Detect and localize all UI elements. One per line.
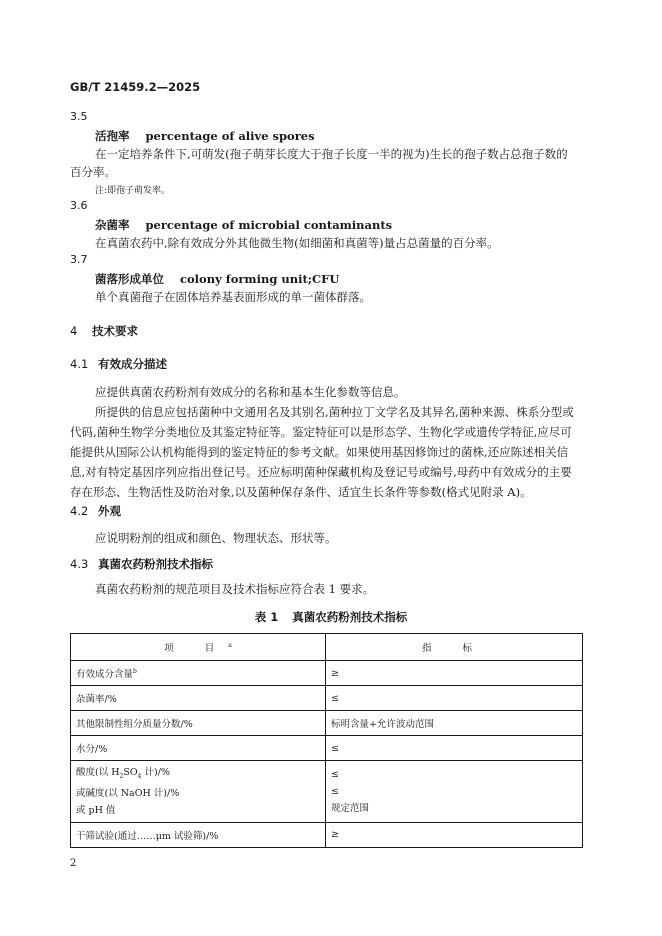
row-item: 其他限制性组分质量分数/% [71,711,326,736]
term-note: 注:即孢子萌发率。 [95,186,171,196]
subsection-title: 真菌农药粉剂技术指标 [98,557,213,571]
row-item: 干筛试验(通过……μm 试验筛)/% [71,822,326,847]
row-value: ≤ [326,736,583,761]
table-row [71,822,583,847]
subsection-heading [70,556,213,572]
table-caption-number: 表 1 [254,610,279,624]
paragraph: 应提供真菌农药粉剂有效成分的名称和基本生化参数等信息。 [95,385,406,399]
term-zh: 活孢率 [95,129,130,143]
row-item: 有效成分含量$^b$ [71,661,326,686]
subsection-heading [70,503,121,519]
section-heading [70,323,138,339]
table-row [71,711,583,736]
table-row [71,736,583,761]
section-title: 技术要求 [92,324,138,338]
term-title [95,128,315,144]
term-definition-line: 单个真菌孢子在固体培养基表面形成的单一菌体群落。 [95,290,371,304]
section-number: 4 [70,324,78,338]
table-caption-title: 真菌农药粉剂技术指标 [292,610,408,624]
ph-label: 或 pH 值 [76,804,116,816]
row-item: 杂菌率/% [71,686,326,711]
term-number: 3.6 [70,199,88,212]
row-item [71,761,326,823]
term-definition-line: 在真菌农药中,除有效成分外其他微生物(如细菌和真菌等)量占总菌量的百分率。 [95,236,499,250]
row-value: ≥ [326,661,583,686]
row-value: ≤ ≤ 规定范围 [326,761,583,823]
term-definition-line: 在一定培养条件下,可萌发(孢子萌芽长度大于孢子长度一半的视为)生长的孢子数占总孢子数的 [95,147,568,161]
subsection-heading [70,356,167,372]
header-item: 项 目$^a$ [71,634,326,661]
term-en: percentage of alive spores [145,129,315,143]
paragraph-line: 能提供从国际公认机构能得到的鉴定特征的参考文献。如果使用基因修饰过的菌株,还应陈述相关信 [70,445,569,459]
row-item: 水分/% [71,736,326,761]
term-title [95,271,339,287]
paragraph-line: 所提供的信息应包括菌种中文通用名及其别名,菌种拉丁文学名及其异名,菌种来源、株系分型或 [95,405,574,419]
term-en: percentage of microbial contaminants [145,218,393,232]
row-value: ≥ [326,822,583,847]
paragraph-line: 存在形态、生物活性及防治对象,以及菌种保存条件、适宜生长条件等参数(格式见附录 A)。 [70,485,532,499]
paragraph: 真菌农药粉剂的规范项目及技术指标应符合表 1 要求。 [95,582,375,596]
acidity-label: 酸度(以 $H_2SO_4$ 计)/% [76,767,170,780]
page-number: 2 [70,858,77,869]
standard-number: GB/T 21459.2—2025 [70,80,201,94]
row-value: 标明含量+允许波动范围 [326,711,583,736]
paragraph-line: 代码,菌种生物学分类地位及其鉴定特征等。鉴定特征可以是形态学、生物化学或遗传学特征,应尽可 [70,425,572,439]
subsection-number: 4.2 [70,504,89,518]
term-title [95,217,392,233]
subsection-number: 4.1 [70,357,89,371]
subsection-title: 有效成分描述 [98,357,167,371]
term-number: 3.5 [70,110,88,123]
term-zh: 菌落形成单位 [95,272,164,286]
row-value: ≤ [326,686,583,711]
subsection-title: 外观 [98,504,121,518]
term-en: colony forming unit;CFU [180,272,340,286]
alkalinity-label: 或碱度(以 NaOH 计)/% [76,787,180,799]
term-zh: 杂菌率 [95,218,130,232]
header-value: 指 标 [326,634,583,661]
term-number: 3.7 [70,253,88,266]
table-caption [0,609,662,625]
paragraph-line: 息,对有特定基因序列应指出登记号。还应标明菌种保藏机构及登记号或编号,母药中有效成分的主要 [70,465,572,479]
paragraph: 应说明粉剂的组成和颜色、物理状态、形状等。 [95,531,337,545]
table-header-row [71,634,583,661]
term-definition-line: 百分率。 [70,165,116,179]
spec-table [70,633,583,848]
table-row-acidity [71,761,583,823]
table-row [71,686,583,711]
table-row [71,661,583,686]
subsection-number: 4.3 [70,557,89,571]
